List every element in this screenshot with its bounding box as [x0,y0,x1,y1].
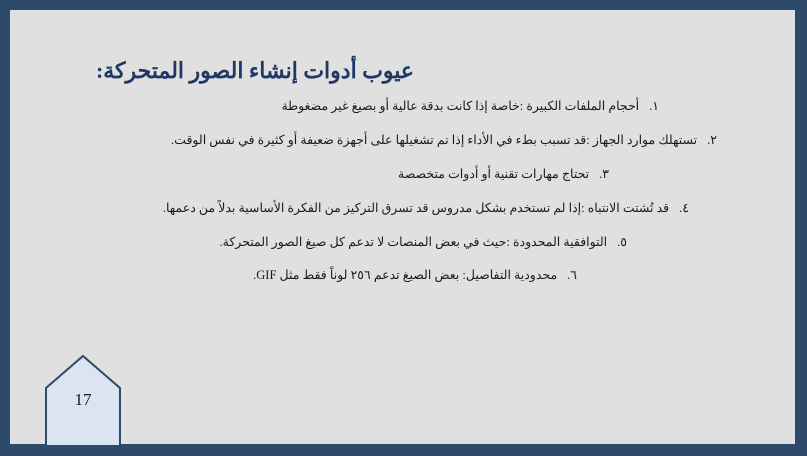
list-item-number: ٣. [599,166,609,181]
list-item [37,234,777,251]
list-item-text: قد تُشتت الانتباه :إذا لم تستخدم بشكل مدروس قد تسرق التركيز من الفكرة الأساسية بدلاً من دعمها. [162,200,670,215]
list-item-text: تحتاج مهارات تقنية أو أدوات متخصصة [398,166,590,181]
list-item-number: ٦. [567,268,577,283]
list-item [37,98,777,115]
list-item-text: التوافقية المحدودة :حيث في بعض المنصات لا تدعم كل صيغ الصور المتحركة. [219,234,608,249]
slide-content [20,20,805,454]
list-item [37,200,777,217]
list-item-number: ١. [649,99,659,113]
list-item [37,132,777,149]
page-title: عيوب أدوات إنشاء الصور المتحركة: [95,58,415,83]
bullet-list [37,98,777,301]
list-item-text: أحجام الملفات الكبيرة :خاصة إذا كانت بدقة عالية أو بصيغ غير مضغوطة [281,99,640,113]
page-number-badge [44,354,122,448]
slide-canvas [8,8,797,446]
list-item [37,166,777,183]
list-item-text: محدودية التفاصيل: بعض الصيغ تدعم ٢٥٦ لوناً فقط مثل GIF. [253,268,558,283]
list-item-text: تستهلك موارد الجهاز :قد تسبب بطء في الأداء إذا تم تشغيلها على أجهزة ضعيفة أو كثيرة في نفس الوقت. [171,132,698,147]
page-number-text: 17 [74,390,92,409]
list-item [37,267,777,284]
list-item-number: ٢. [707,132,717,147]
list-item-number: ٥. [617,234,627,249]
list-item-number: ٤. [679,200,689,215]
